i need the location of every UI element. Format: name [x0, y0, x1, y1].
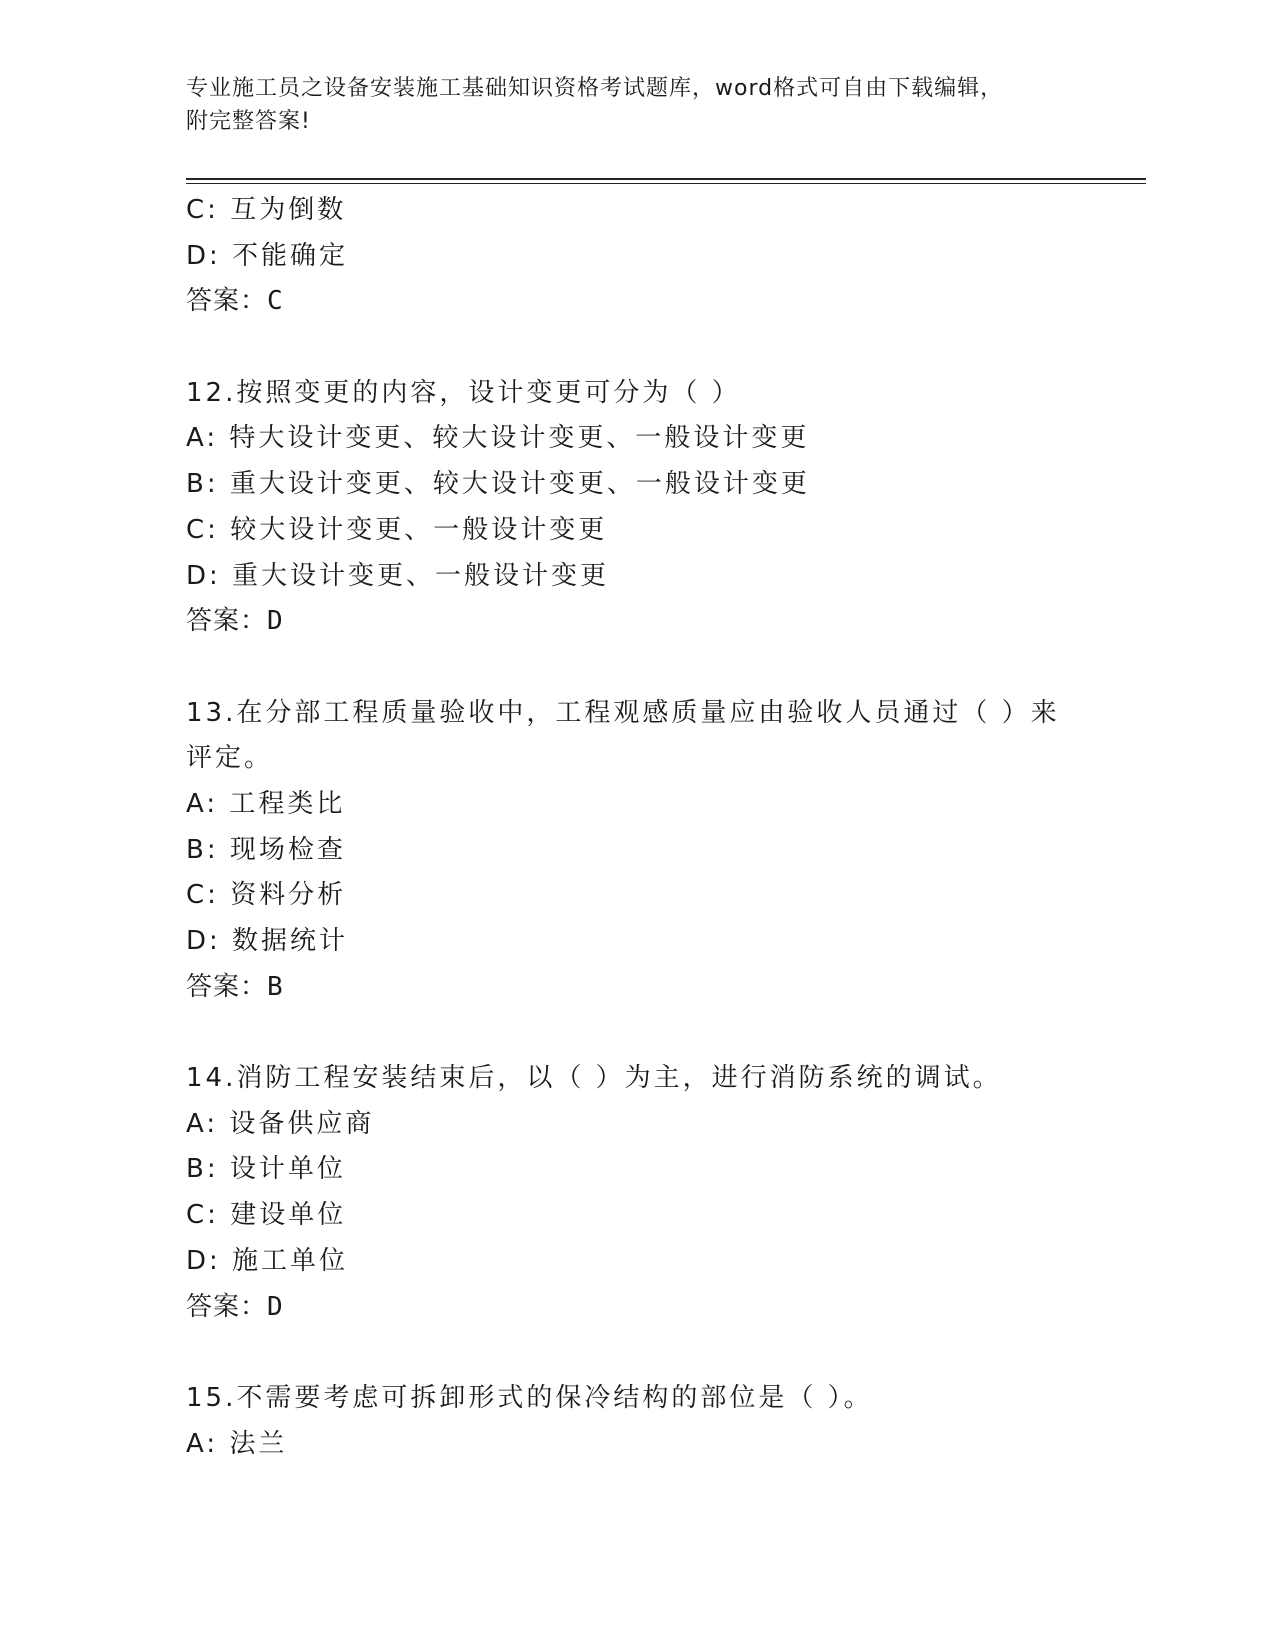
answer-value: D: [267, 606, 284, 637]
question-15: [186, 1376, 1086, 1467]
answer-value: B: [267, 971, 284, 1002]
answer-value: D: [267, 1291, 284, 1322]
option-text: 资料分析: [230, 880, 347, 911]
option-line: [186, 1422, 1086, 1468]
answer-label: 答案：: [186, 1291, 268, 1322]
option-letter: D:: [186, 240, 221, 271]
option-text: 较大设计变更、一般设计变更: [230, 514, 608, 545]
question-fragment: [186, 188, 1086, 325]
header-title-line-1: 专业施工员之设备安装施工基础知识资格考试题库，word格式可自由下载编辑，: [186, 76, 1004, 101]
question-list: [186, 188, 1086, 1467]
option-line: [186, 873, 1086, 919]
answer-value: C: [267, 286, 284, 317]
question-stem-continued: 评定。: [186, 743, 274, 774]
option-line: [186, 416, 1086, 462]
answer-label: 答案：: [186, 606, 268, 637]
option-text: 建设单位: [230, 1200, 347, 1231]
option-text: 工程类比: [229, 788, 346, 819]
option-text: 互为倒数: [230, 195, 347, 225]
option-text: 施工单位: [232, 1245, 349, 1276]
option-text: 重大设计变更、一般设计变更: [232, 560, 610, 591]
option-line: [186, 919, 1086, 965]
option-text: 数据统计: [232, 926, 349, 956]
option-line: [186, 1193, 1086, 1239]
option-letter: D:: [186, 560, 221, 591]
option-line: [186, 1147, 1086, 1193]
option-line: [186, 508, 1086, 554]
option-text: 设计单位: [229, 1154, 346, 1185]
option-text: 特大设计变更、较大设计变更、一般设计变更: [229, 423, 810, 454]
answer-label: 答案：: [186, 286, 268, 317]
option-letter: A:: [186, 788, 219, 819]
option-line: [186, 1102, 1086, 1148]
option-line: [186, 188, 1086, 234]
option-line: [186, 1239, 1086, 1285]
answer-line: [186, 965, 1086, 1011]
question-stem: 13.在分部工程质量验收中，工程观感质量应由验收人员通过（ ）来: [186, 697, 1060, 728]
option-letter: C:: [186, 514, 219, 545]
answer-line: [186, 1285, 1086, 1331]
option-line: [186, 462, 1086, 508]
header-title-line-2: 附完整答案!: [186, 109, 311, 134]
document-header: [186, 72, 1086, 138]
question-13: [186, 691, 1086, 1011]
option-letter: A:: [186, 423, 219, 454]
option-text: 现场检查: [229, 834, 346, 865]
answer-line: [186, 599, 1086, 645]
option-text: 设备供应商: [229, 1108, 375, 1139]
option-text: 不能确定: [232, 240, 349, 271]
question-stem: 14.消防工程安装结束后，以（ ）为主，进行消防系统的调试。: [186, 1063, 1002, 1094]
question-14: [186, 1056, 1086, 1330]
option-letter: B:: [186, 834, 219, 865]
option-letter: B:: [186, 1154, 219, 1185]
option-letter: D:: [186, 926, 221, 956]
question-12: [186, 371, 1086, 645]
option-text: 重大设计变更、较大设计变更、一般设计变更: [229, 469, 810, 500]
option-letter: C:: [186, 1200, 219, 1231]
question-stem: 15.不需要考虑可拆卸形式的保冷结构的部位是（ ）。: [186, 1382, 873, 1413]
option-text: 法兰: [229, 1428, 288, 1459]
option-letter: A:: [186, 1428, 219, 1459]
option-letter: B:: [186, 469, 219, 500]
question-stem: 12.按照变更的内容，设计变更可分为（ ）: [186, 377, 741, 408]
option-line: [186, 782, 1086, 828]
option-letter: D:: [186, 1245, 221, 1276]
option-line: [186, 554, 1086, 600]
option-line: [186, 828, 1086, 874]
header-divider-thin: [186, 183, 1146, 184]
option-letter: C:: [186, 195, 219, 225]
option-letter: A:: [186, 1108, 219, 1139]
answer-line: [186, 279, 1086, 325]
option-letter: C:: [186, 880, 219, 911]
option-line: [186, 234, 1086, 280]
header-divider-thick: [186, 178, 1146, 180]
answer-label: 答案：: [186, 971, 268, 1002]
